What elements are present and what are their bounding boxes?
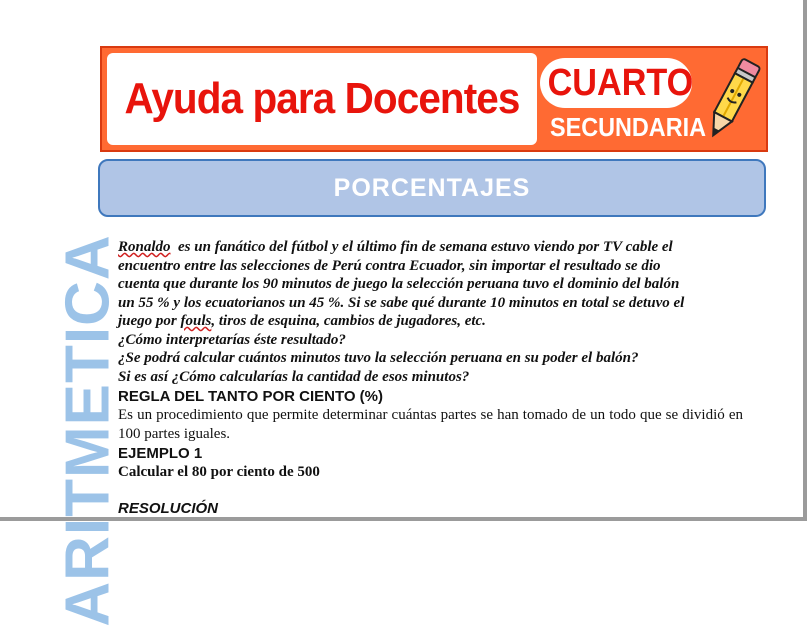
intro-name: Ronaldo [118, 239, 171, 255]
intro-paragraph [118, 238, 743, 386]
intro-line-3: cuenta que durante los 90 minutos de juego la selección peruana tuvo el dominio del balón [118, 276, 680, 292]
side-subject-label [10, 225, 123, 627]
grade-badge [540, 58, 692, 108]
rule-text: Es un procedimiento que permite determinar cuántas partes se han tomado de un todo que se dividió en 100 partes iguales. [118, 407, 743, 442]
window-right-border [803, 0, 807, 521]
banner-title: Ayuda para Docentes [124, 74, 520, 123]
document-body [118, 238, 743, 517]
banner-title-box [107, 53, 537, 145]
question-3: Si es así ¿Cómo calcularías la cantidad de esos minutos? [118, 368, 470, 385]
level-label: SECUNDARIA [550, 112, 707, 142]
topic-title: PORCENTAJES [333, 174, 531, 202]
rule-heading: REGLA DEL TANTO POR CIENTO (%) [118, 388, 384, 405]
topic-header [98, 159, 766, 217]
pencil-icon [700, 52, 764, 148]
intro-line-4: un 55 % y los ecuatorianos un 45 %. Si se sabe qué durante 10 minutos en total se detuvo el [118, 294, 685, 311]
intro-line-5-word: fouls [180, 313, 212, 329]
example-heading: EJEMPLO 1 [118, 445, 203, 462]
intro-line-5b: , tiros de esquina, cambios de jugadores, etc. [211, 313, 486, 329]
intro-line-1: es un fanático del fútbol y el último fin de semana estuvo viendo por TV cable el [178, 239, 673, 255]
header-banner [100, 46, 768, 152]
question-2: ¿Se podrá calcular cuántos minutos tuvo la selección peruana en su poder el balón? [118, 350, 639, 366]
grade-label: CUARTO [547, 62, 694, 104]
intro-line-2: encuentro entre las selecciones de Perú contra Ecuador, sin importar el resultado se dio [118, 257, 661, 274]
resolution-heading: RESOLUCIÓN [118, 499, 219, 517]
question-1: ¿Cómo interpretarías éste resultado? [118, 331, 346, 348]
example-statement: Calcular el 80 por ciento de 500 [118, 464, 320, 480]
side-subject-text: ARITMETICA [53, 234, 123, 627]
intro-line-5a: juego por [118, 313, 177, 329]
